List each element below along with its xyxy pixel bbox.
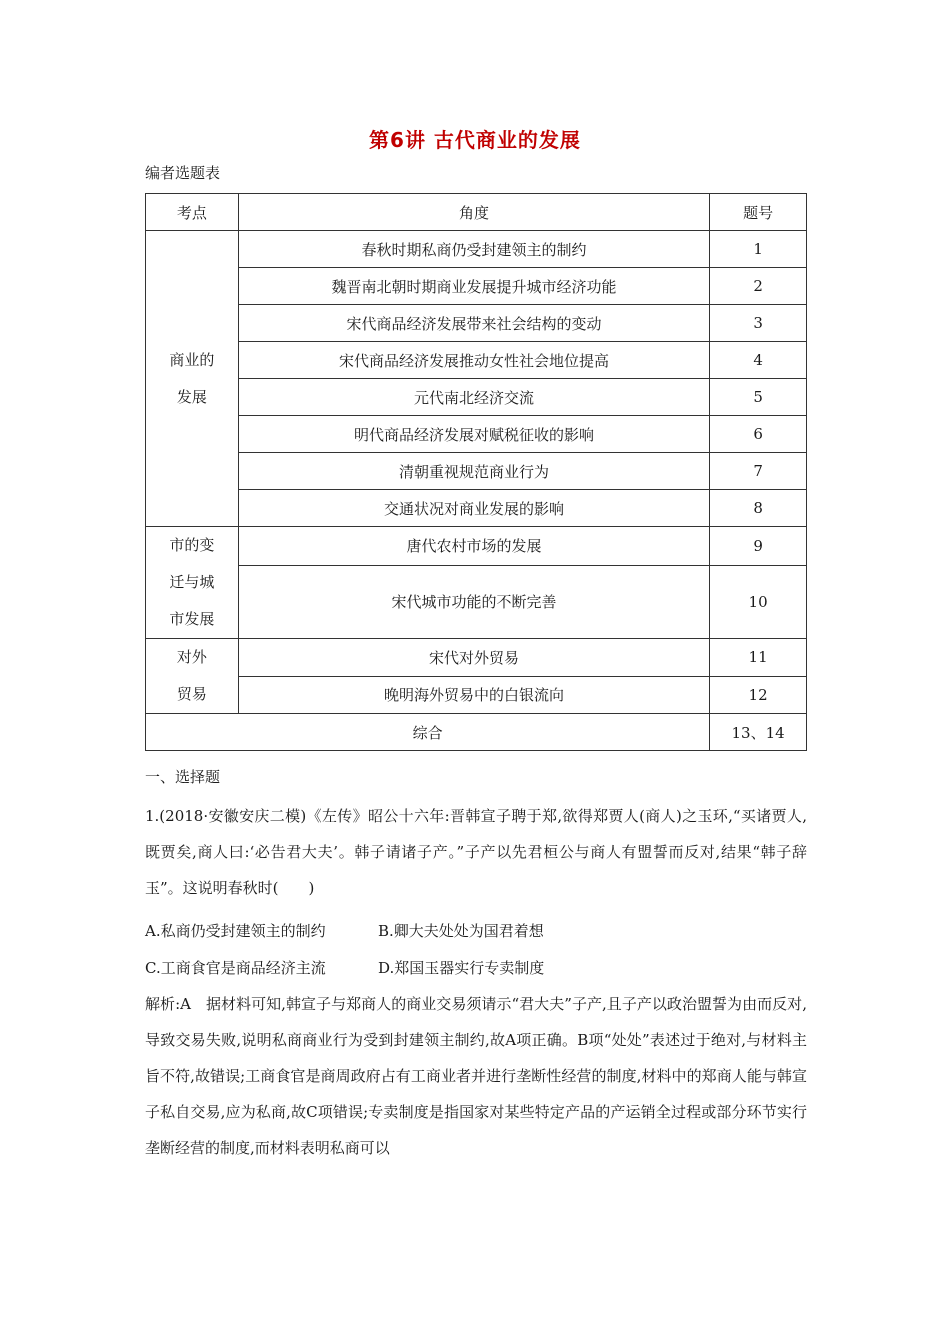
- option-c: C.工商食官是商品经济主流: [145, 959, 326, 977]
- header-number: 题号: [710, 194, 807, 231]
- number-cell: 11: [710, 639, 807, 677]
- kaodian-line: 发展: [176, 387, 207, 406]
- kaodian-foreign-trade: [146, 639, 239, 714]
- angle-cell: 晚明海外贸易中的白银流向: [238, 676, 709, 714]
- angle-cell: 宋代城市功能的不断完善: [238, 565, 709, 638]
- summary-label: 综合: [146, 714, 710, 751]
- table-summary-row: [146, 714, 807, 751]
- table-row: [146, 416, 807, 453]
- table-header-row: [146, 194, 807, 231]
- table-row: [146, 453, 807, 490]
- angle-cell: 宋代商品经济发展推动女性社会地位提高: [238, 342, 709, 379]
- options-row: [145, 950, 544, 986]
- option-b: B.卿大夫处处为国君着想: [378, 922, 544, 940]
- angle-cell: 宋代商品经济发展带来社会结构的变动: [238, 305, 709, 342]
- table-row: [146, 268, 807, 305]
- kaodian-line: 对外: [176, 648, 207, 666]
- table-row: [146, 342, 807, 379]
- table-row: [146, 676, 807, 714]
- answer-analysis: 解析:A 据材料可知,韩宣子与郑商人的商业交易须请示“君大夫”子产,且子产以政治盟誓为由而反对,导致交易失败,说明私商商业行为受到封建领主制约,故A项正确。B项“处处”表述过于绝对,与材料主旨不符,故错误;工商食官是商周政府占有工商业者并进行垄断性经营的制度,材料中的郑商人能与韩宣子私自交易,应为私商,故C项错误;专卖制度是指国家对某些特定产品的产运销全过程或部分环节实行垄断经营的制度,而材料表明私商可以: [145, 995, 807, 1157]
- kaodian-line: 迁与城: [169, 573, 215, 591]
- kaodian-line: 贸易: [176, 685, 207, 703]
- number-cell: 6: [710, 416, 807, 453]
- number-cell: 8: [710, 490, 807, 527]
- kaodian-commerce: [146, 231, 239, 527]
- option-a: A.私商仍受封建领主的制约: [145, 922, 326, 940]
- table-row: [146, 639, 807, 677]
- angle-cell: 春秋时期私商仍受封建领主的制约: [238, 231, 709, 268]
- table-row: [146, 527, 807, 566]
- kaodian-line: 市的变: [169, 536, 215, 554]
- angle-cell: 宋代对外贸易: [238, 639, 709, 677]
- kaodian-line: 市发展: [169, 610, 215, 628]
- angle-cell: 唐代农村市场的发展: [238, 527, 709, 566]
- section-heading: 一、选择题: [145, 768, 221, 786]
- question-stem: 1.(2018·安徽安庆二模)《左传》昭公十六年:晋韩宣子聘于郑,欲得郑贾人(商人)之玉环,“买诸贾人,既贾矣,商人曰:‘必告君大夫’。韩子请诸子产。”子产以先君桓公与商人有盟誓而反对,结果“韩子辞玉”。这说明春秋时( ): [145, 807, 807, 897]
- angle-cell: 明代商品经济发展对赋税征收的影响: [238, 416, 709, 453]
- number-cell: 10: [710, 565, 807, 638]
- table-row: [146, 231, 807, 268]
- header-angle: 角度: [238, 194, 709, 231]
- angle-cell: 元代南北经济交流: [238, 379, 709, 416]
- number-cell: 3: [710, 305, 807, 342]
- number-cell: 1: [710, 231, 807, 268]
- number-cell: 2: [710, 268, 807, 305]
- number-cell: 12: [710, 676, 807, 714]
- angle-cell: 魏晋南北朝时期商业发展提升城市经济功能: [238, 268, 709, 305]
- table-caption: 编者选题表: [145, 164, 221, 182]
- angle-cell: 清朝重视规范商业行为: [238, 453, 709, 490]
- options-row: [145, 913, 544, 949]
- option-d: D.郑国玉器实行专卖制度: [378, 959, 545, 977]
- number-cell: 4: [710, 342, 807, 379]
- page-title: 第6讲 古代商业的发展: [369, 128, 581, 152]
- kaodian-line: 商业的: [169, 350, 215, 369]
- table-row: [146, 379, 807, 416]
- header-kaodian: 考点: [146, 194, 239, 231]
- table-row: [146, 565, 807, 638]
- angle-cell: 交通状况对商业发展的影响: [238, 490, 709, 527]
- kaodian-city-market: [146, 527, 239, 639]
- summary-number: 13、14: [710, 714, 807, 751]
- topic-selection-table: [145, 193, 807, 751]
- number-cell: 9: [710, 527, 807, 566]
- number-cell: 5: [710, 379, 807, 416]
- table-row: [146, 490, 807, 527]
- table-row: [146, 305, 807, 342]
- number-cell: 7: [710, 453, 807, 490]
